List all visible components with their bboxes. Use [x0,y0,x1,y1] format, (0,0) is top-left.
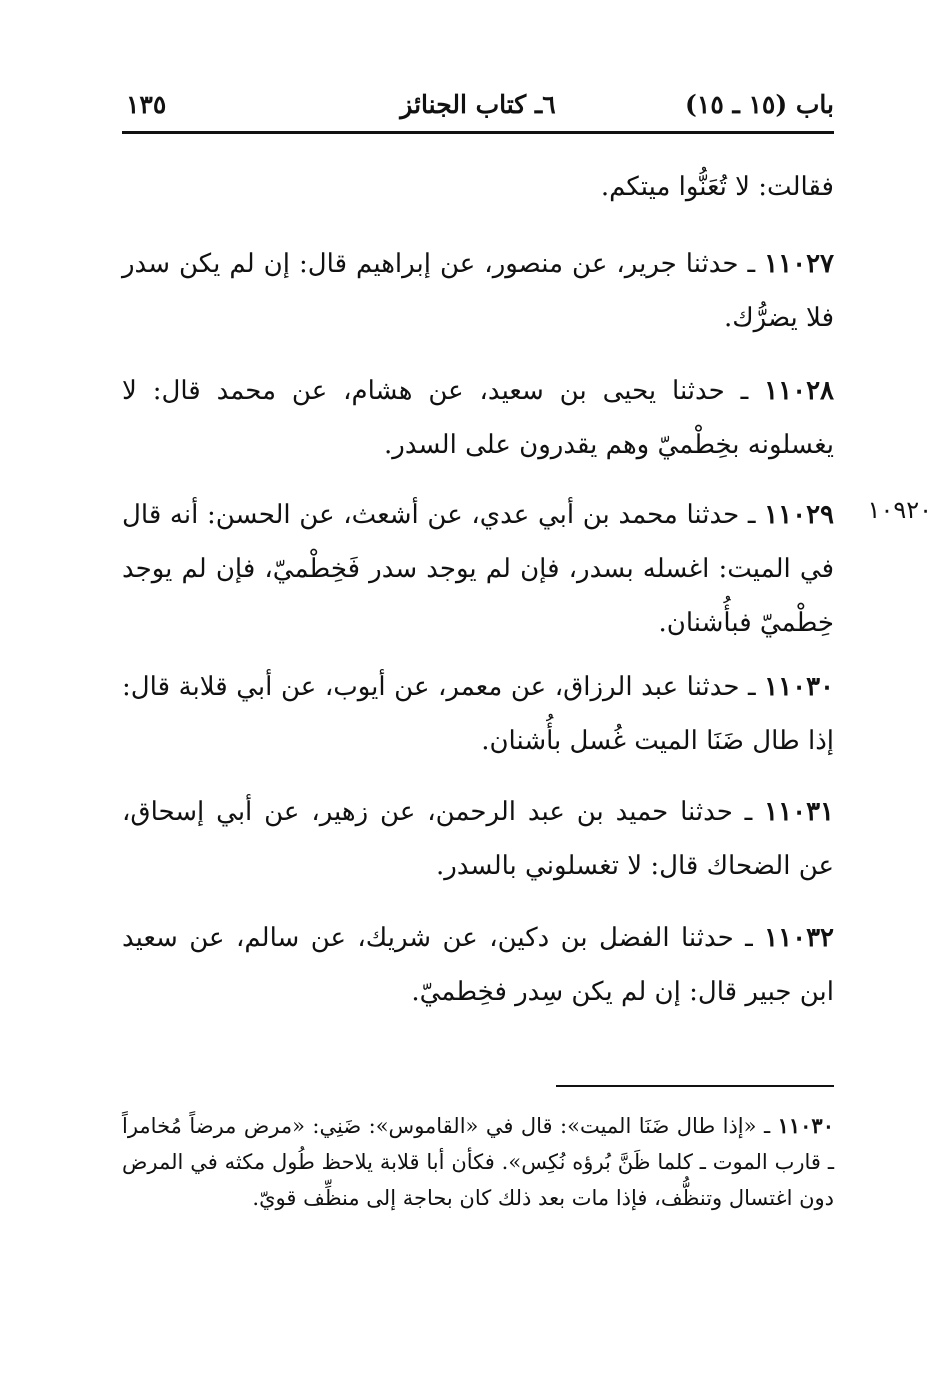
hadith-text: ـ حدثنا حميد بن عبد الرحمن، عن زهير، عن أبي إسحاق، عن الضحاك قال: لا تغسلوني بالسدر. [122,797,834,881]
chapter-heading: باب (١٥ ـ ١٥) [685,90,834,119]
hadith-text: ـ حدثنا الفضل بن دكين، عن شريك، عن سالم، عن سعيد ابن جبير قال: إن لم يكن سِدر فخِطميّ. [122,923,834,1007]
footnote-number: ١١٠٣٠ [777,1113,834,1138]
hadith-text: ـ حدثنا جرير، عن منصور، عن إبراهيم قال: إن لم يكن سدر فلا يضرُّك. [122,249,834,333]
hadith-entry-11029 [122,488,834,650]
page-header [122,82,834,126]
hadith-text: ـ حدثنا عبد الرزاق، عن معمر، عن أيوب، عن أبي قلابة قال: إذا طال ضَنَا الميت غُسل بأُشنان. [122,672,834,756]
entry-continuation [122,160,834,214]
book-title: ٦ـ كتاب الجنائز [400,90,556,119]
hadith-entry-11031 [122,785,834,893]
hadith-number: ١١٠٢٩ [764,500,834,530]
hadith-number: ١١٠٣٠ [764,672,834,702]
hadith-text: ـ حدثنا يحيى بن سعيد، عن هشام، عن محمد قال: لا يغسلونه بخِطْميّ وهم يقدرون على السدر. [122,376,834,460]
hadith-text: ـ حدثنا محمد بن أبي عدي، عن أشعث، عن الحسن: أنه قال في الميت: اغسله بسدر، فإن لم يوجد سدر فَخِطْميّ، فإن لم يوجد خِطْميّ فبأُشنان. [122,500,834,638]
hadith-entry-11030 [122,660,834,768]
hadith-number: ١١٠٣٢ [764,923,834,953]
hadith-entry-11027 [122,237,834,345]
footnote [122,1108,834,1216]
footnote-divider [556,1085,834,1087]
hadith-number: ١١٠٢٨ [764,376,834,406]
hadith-number: ١١٠٣١ [764,797,834,827]
footnote-text: ـ «إذا طال ضَنَا الميت»: قال في «القاموس»: ضَنِي: «مرض مرضاً مُخامراً ـ قارب الموت ـ كلما ظَنَّ بُرؤه نُكِس». فكأن أبا قلابة يلاحظ طُول مكثه في المرض دون اغتسال وتنظُّف، فإذا مات بعد ذلك كان بحاجة إلى منظِّف قويّ. [122,1114,834,1210]
hadith-entry-11032 [122,911,834,1019]
hadith-number: ١١٠٢٧ [764,249,834,279]
header-divider [122,131,834,134]
page-number: ١٣٥ [126,90,167,119]
margin-reference-number: ١٠٩٢٠ [867,496,932,524]
entry-text: فقالت: لا تُعَنُّوا ميتكم. [600,172,834,202]
hadith-entry-11028 [122,364,834,472]
